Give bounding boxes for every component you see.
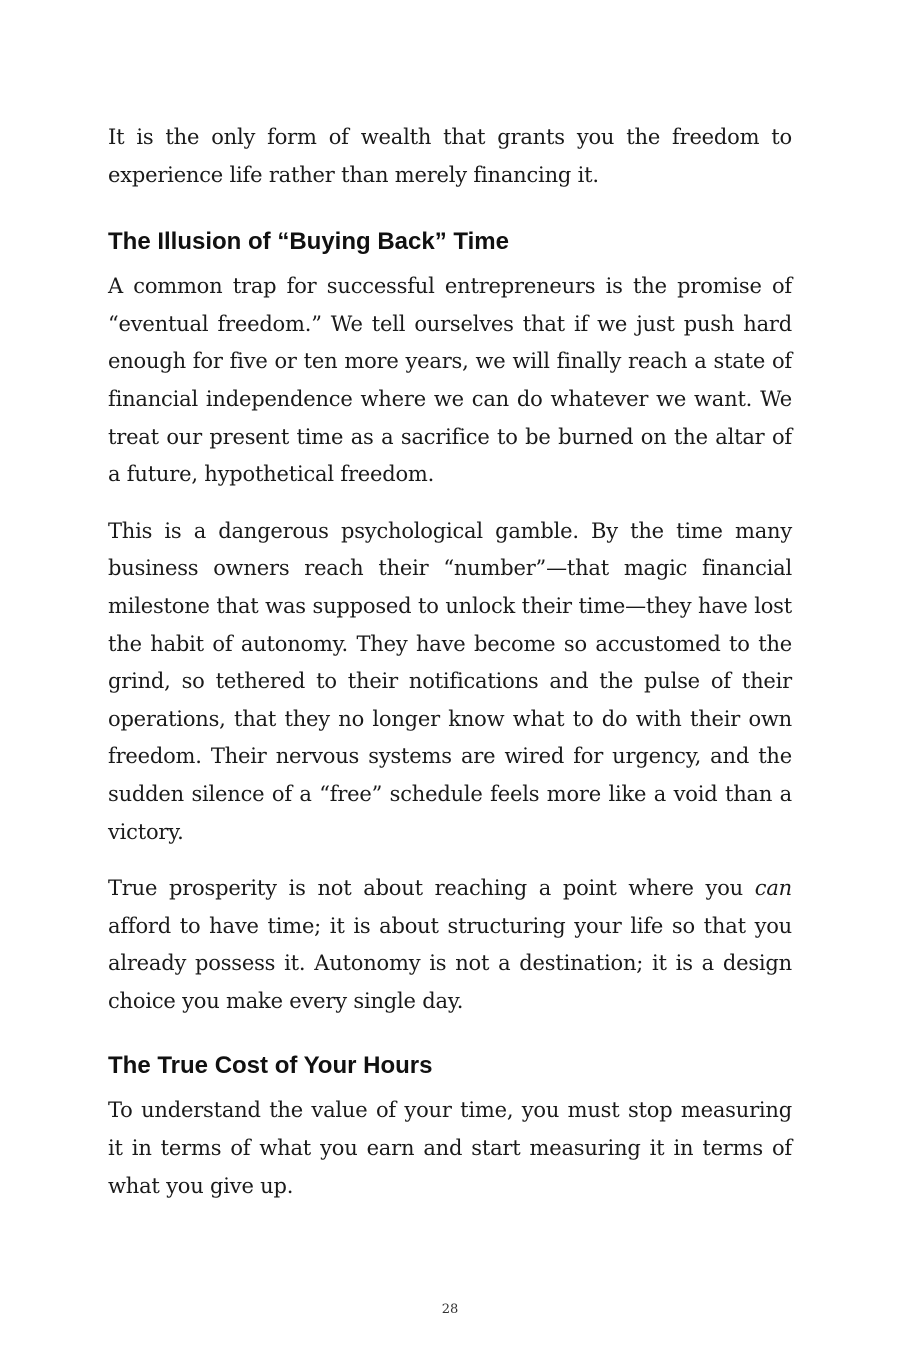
paragraph-eventual-freedom: A common trap for successful entrepreneurs is the promise of “eventual freedom.” We tell ourselves that if we just push hard enough for five or ten more years, we will finally reach a state of financial independence where we can do whatever we want. We treat our present time as a sacrifice to be burned on the altar of a future, hypothetical freedom. — [108, 274, 792, 487]
intro-paragraph: It is the only form of wealth that grants you the freedom to experience life rather than merely financing it. — [108, 125, 792, 187]
prosperity-emphasis: can — [754, 876, 792, 901]
prosperity-text-start: True prosperity is not about reaching a point where you — [108, 876, 755, 901]
page-number: 28 — [441, 1302, 459, 1317]
prosperity-text-end: afford to have time; it is about structuring your life so that you already possess it. Autonomy is not a destination; it is a design choice you make every single day. — [108, 913, 792, 1013]
paragraph-true-prosperity — [108, 870, 792, 1020]
page-body — [108, 119, 792, 1205]
section-heading-illusion: The Illusion of “Buying Back” Time — [108, 228, 509, 256]
section-heading-true-cost: The True Cost of Your Hours — [108, 1052, 433, 1080]
paragraph-psychological-gamble: This is a dangerous psychological gamble. By the time many business owners reach their “number”—that magic financial milestone that was supposed to unlock their time—they have lost the habit of autonomy. They have become so accustomed to the grind, so tethered to their notifications and the pulse of their operations, that they no longer know what to do with their own freedom. Their nervous systems are wired for urgency, and the sudden silence of a “free” schedule feels more like a void than a victory. — [108, 518, 792, 844]
paragraph-value-of-time: To understand the value of your time, you must stop measuring it in terms of what you earn and start measuring it in terms of what you give up. — [108, 1098, 792, 1198]
